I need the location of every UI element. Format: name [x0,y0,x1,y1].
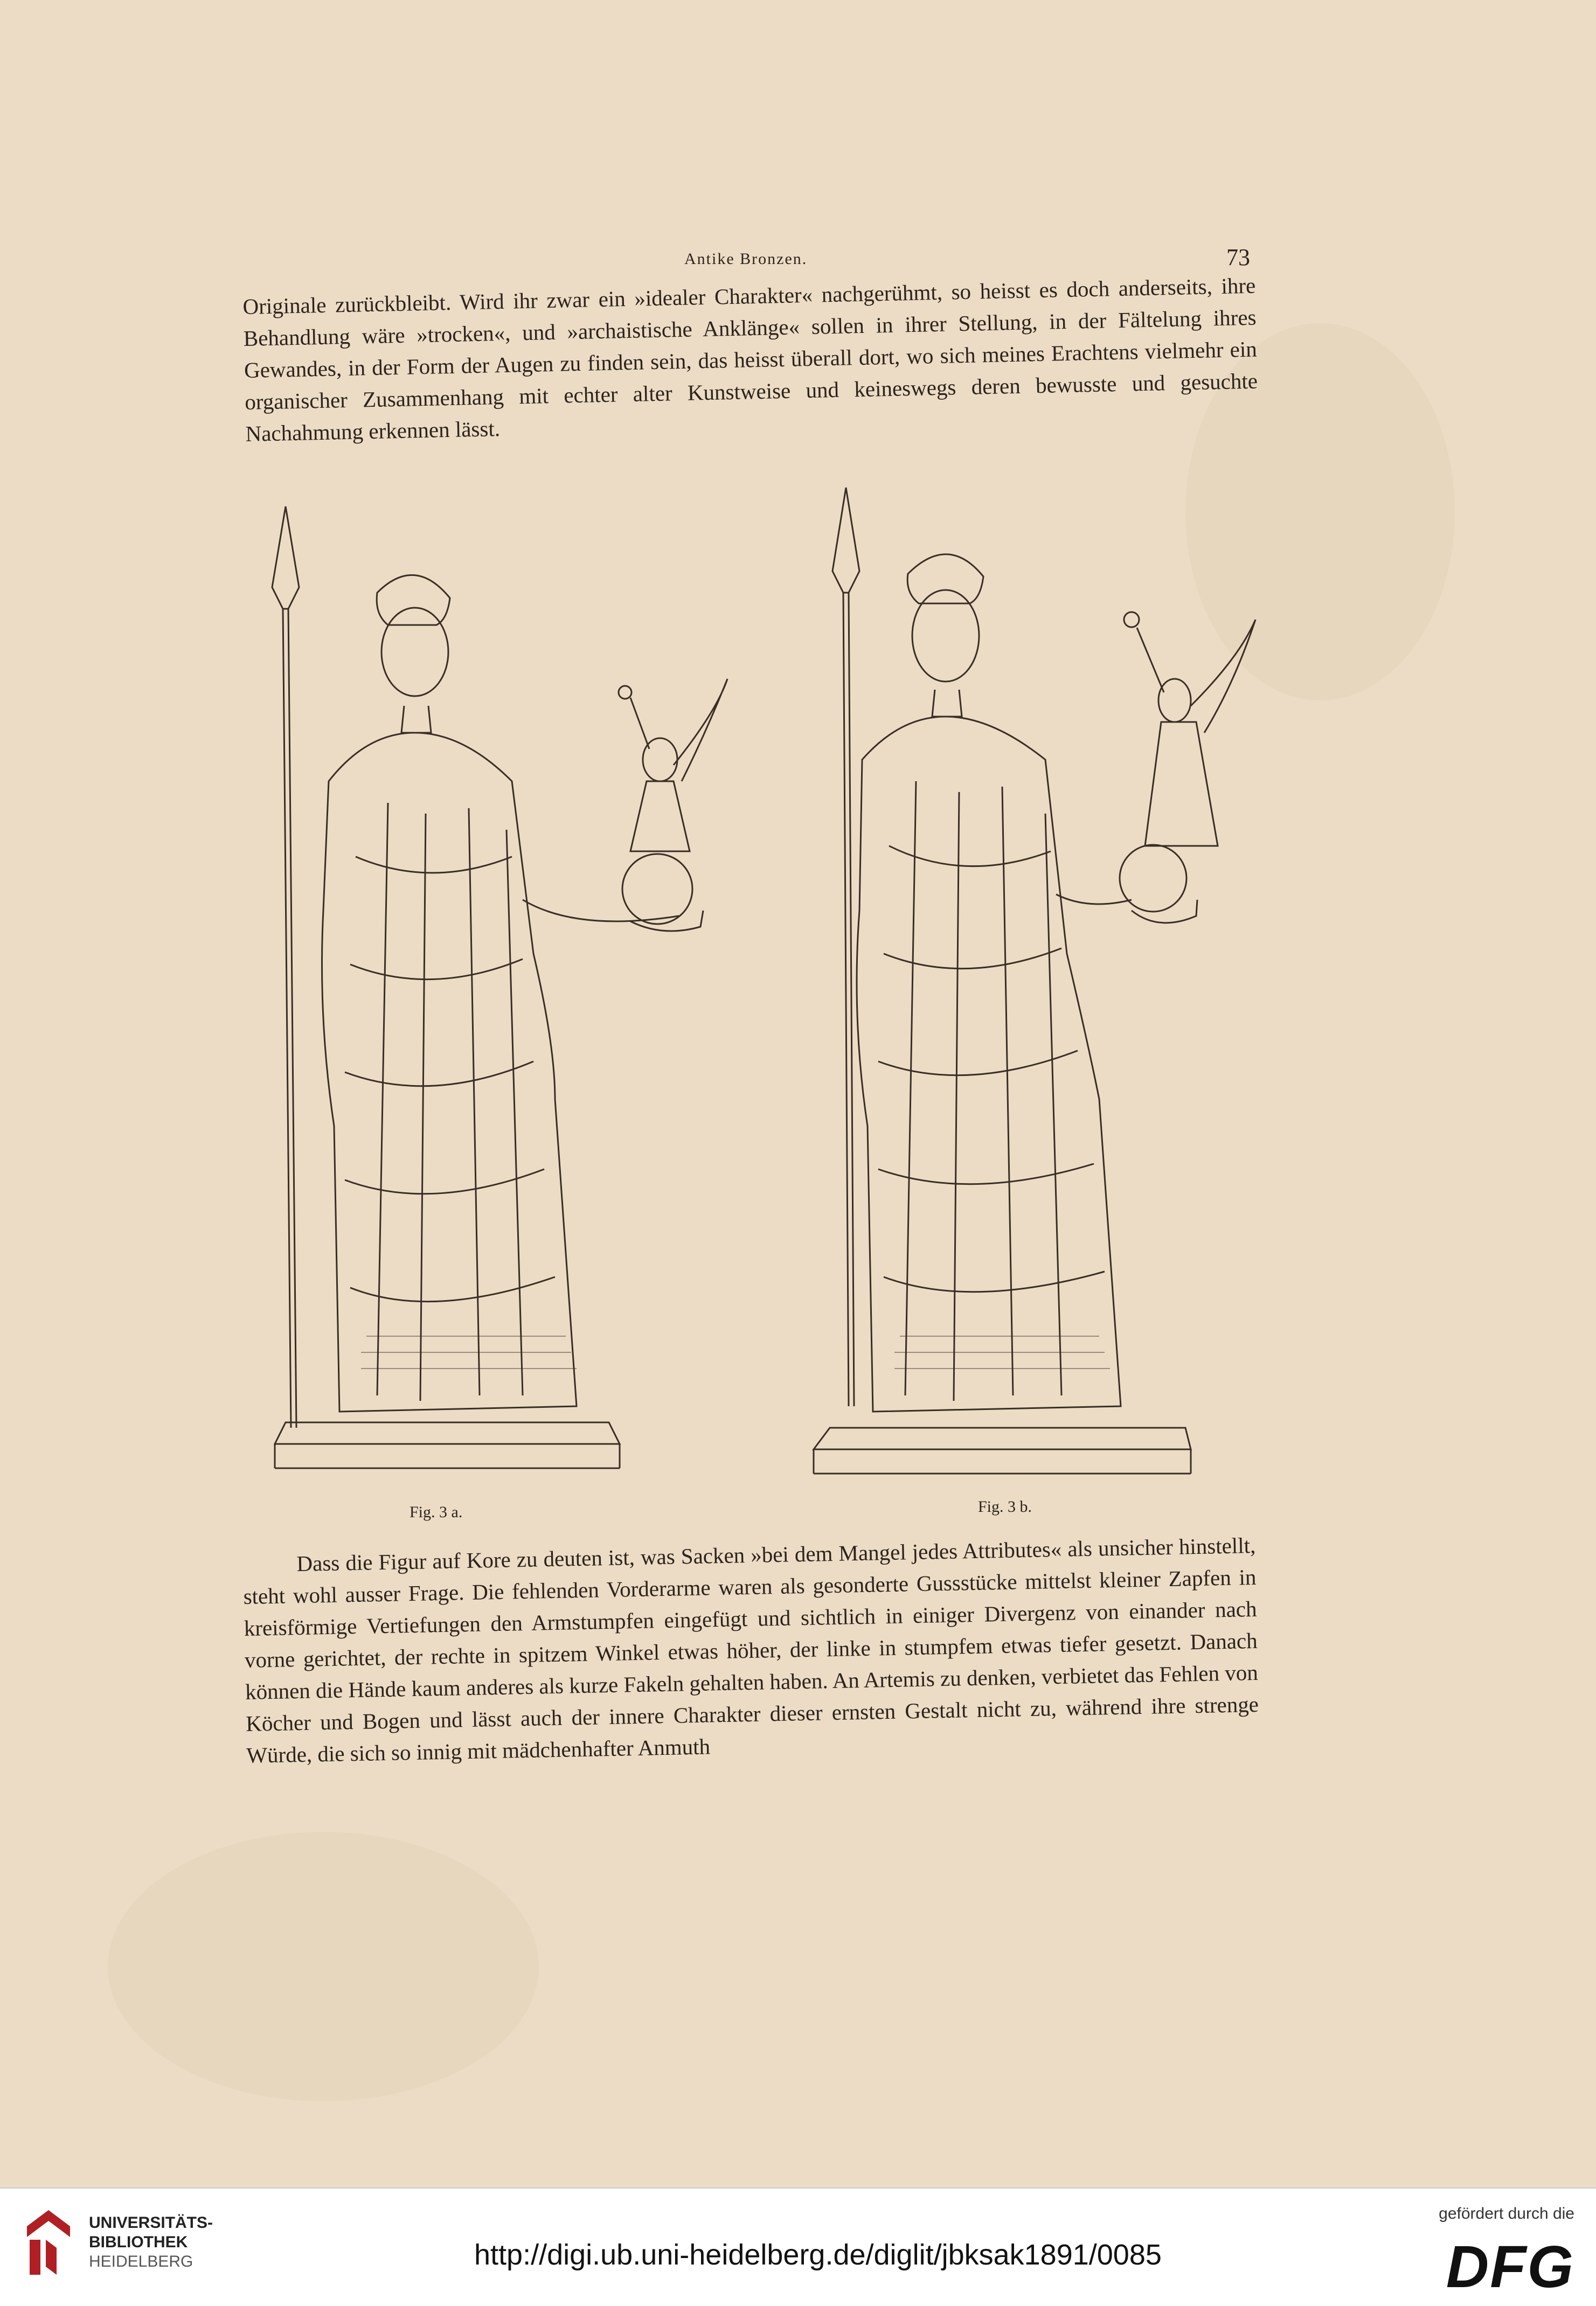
statue-drawing-3a [253,480,738,1492]
university-library-logo-icon [16,2205,81,2280]
figure-3a [253,480,738,1521]
page-number: 73 [1226,244,1250,270]
running-title: Antike Bronzen. [684,250,808,268]
digitization-footer [0,2187,1596,2306]
library-name: UNIVERSITÄTS- BIBLIOTHEK HEIDELBERG [89,2214,213,2270]
page-header [237,244,1250,276]
paragraph-2: Dass die Figur auf Kore zu deuten ist, was Sacken »bei dem Mangel jedes Attributes« als unsicher hinstellt, steht wohl ausser Frage. Die fehlenden Vorderarme waren als gesonderte Gussstücke mittelst kleiner Zapfen in kreisförmige Vertiefungen den Armstumpfen eingefügt und sichtlich in einiger Divergenz von einander nach vorne gerichtet, der rechte in spitzem Winkel etwas höher, der linke in stumpfem etwas tiefer gesetzt. Danach können die Hände kaum anderes als kurze Fakeln gehalten haben. An Artemis zu denken, verbietet das Fehlen von Köcher und Bogen und lässt auch der innere Charakter dieser ernsten Gestalt nicht zu, während ihre strenge Würde, die sich so innig mit mädchenhafter Anmuth [243,1532,1259,1768]
funder-label: gefördert durch die [1439,2205,1574,2222]
paper-stain [108,1832,539,2101]
figure-caption: Fig. 3 b. [978,1498,1032,1516]
dfg-logo: DFG [1446,2234,1574,2300]
figure-caption: Fig. 3 a. [410,1503,463,1521]
permalink-url[interactable]: http://digi.ub.uni-heidelberg.de/diglit/jbksak1891/0085 [474,2239,1162,2271]
paragraph-1: Originale zurückbleibt. Wird ihr zwar ein »idealer Charakter« nachgerühmt, so heisst es doch anderseits, ihre Behandlung wäre »trocken«, und »archaistische Anklänge« sollen in ihrer Stellung, in der Fältelung ihres Gewandes, in der Form der Augen zu finden sein, das heisst überall dort, wo sich meines Erachtens vielmehr ein organischer Zusammenhang mit echter alter Kunstweise und keineswegs deren bewusste und gesuchte Nachahmung erkennen lässt. [242,273,1258,446]
statue-drawing-3b [808,480,1266,1482]
figure-3b [808,480,1266,1516]
